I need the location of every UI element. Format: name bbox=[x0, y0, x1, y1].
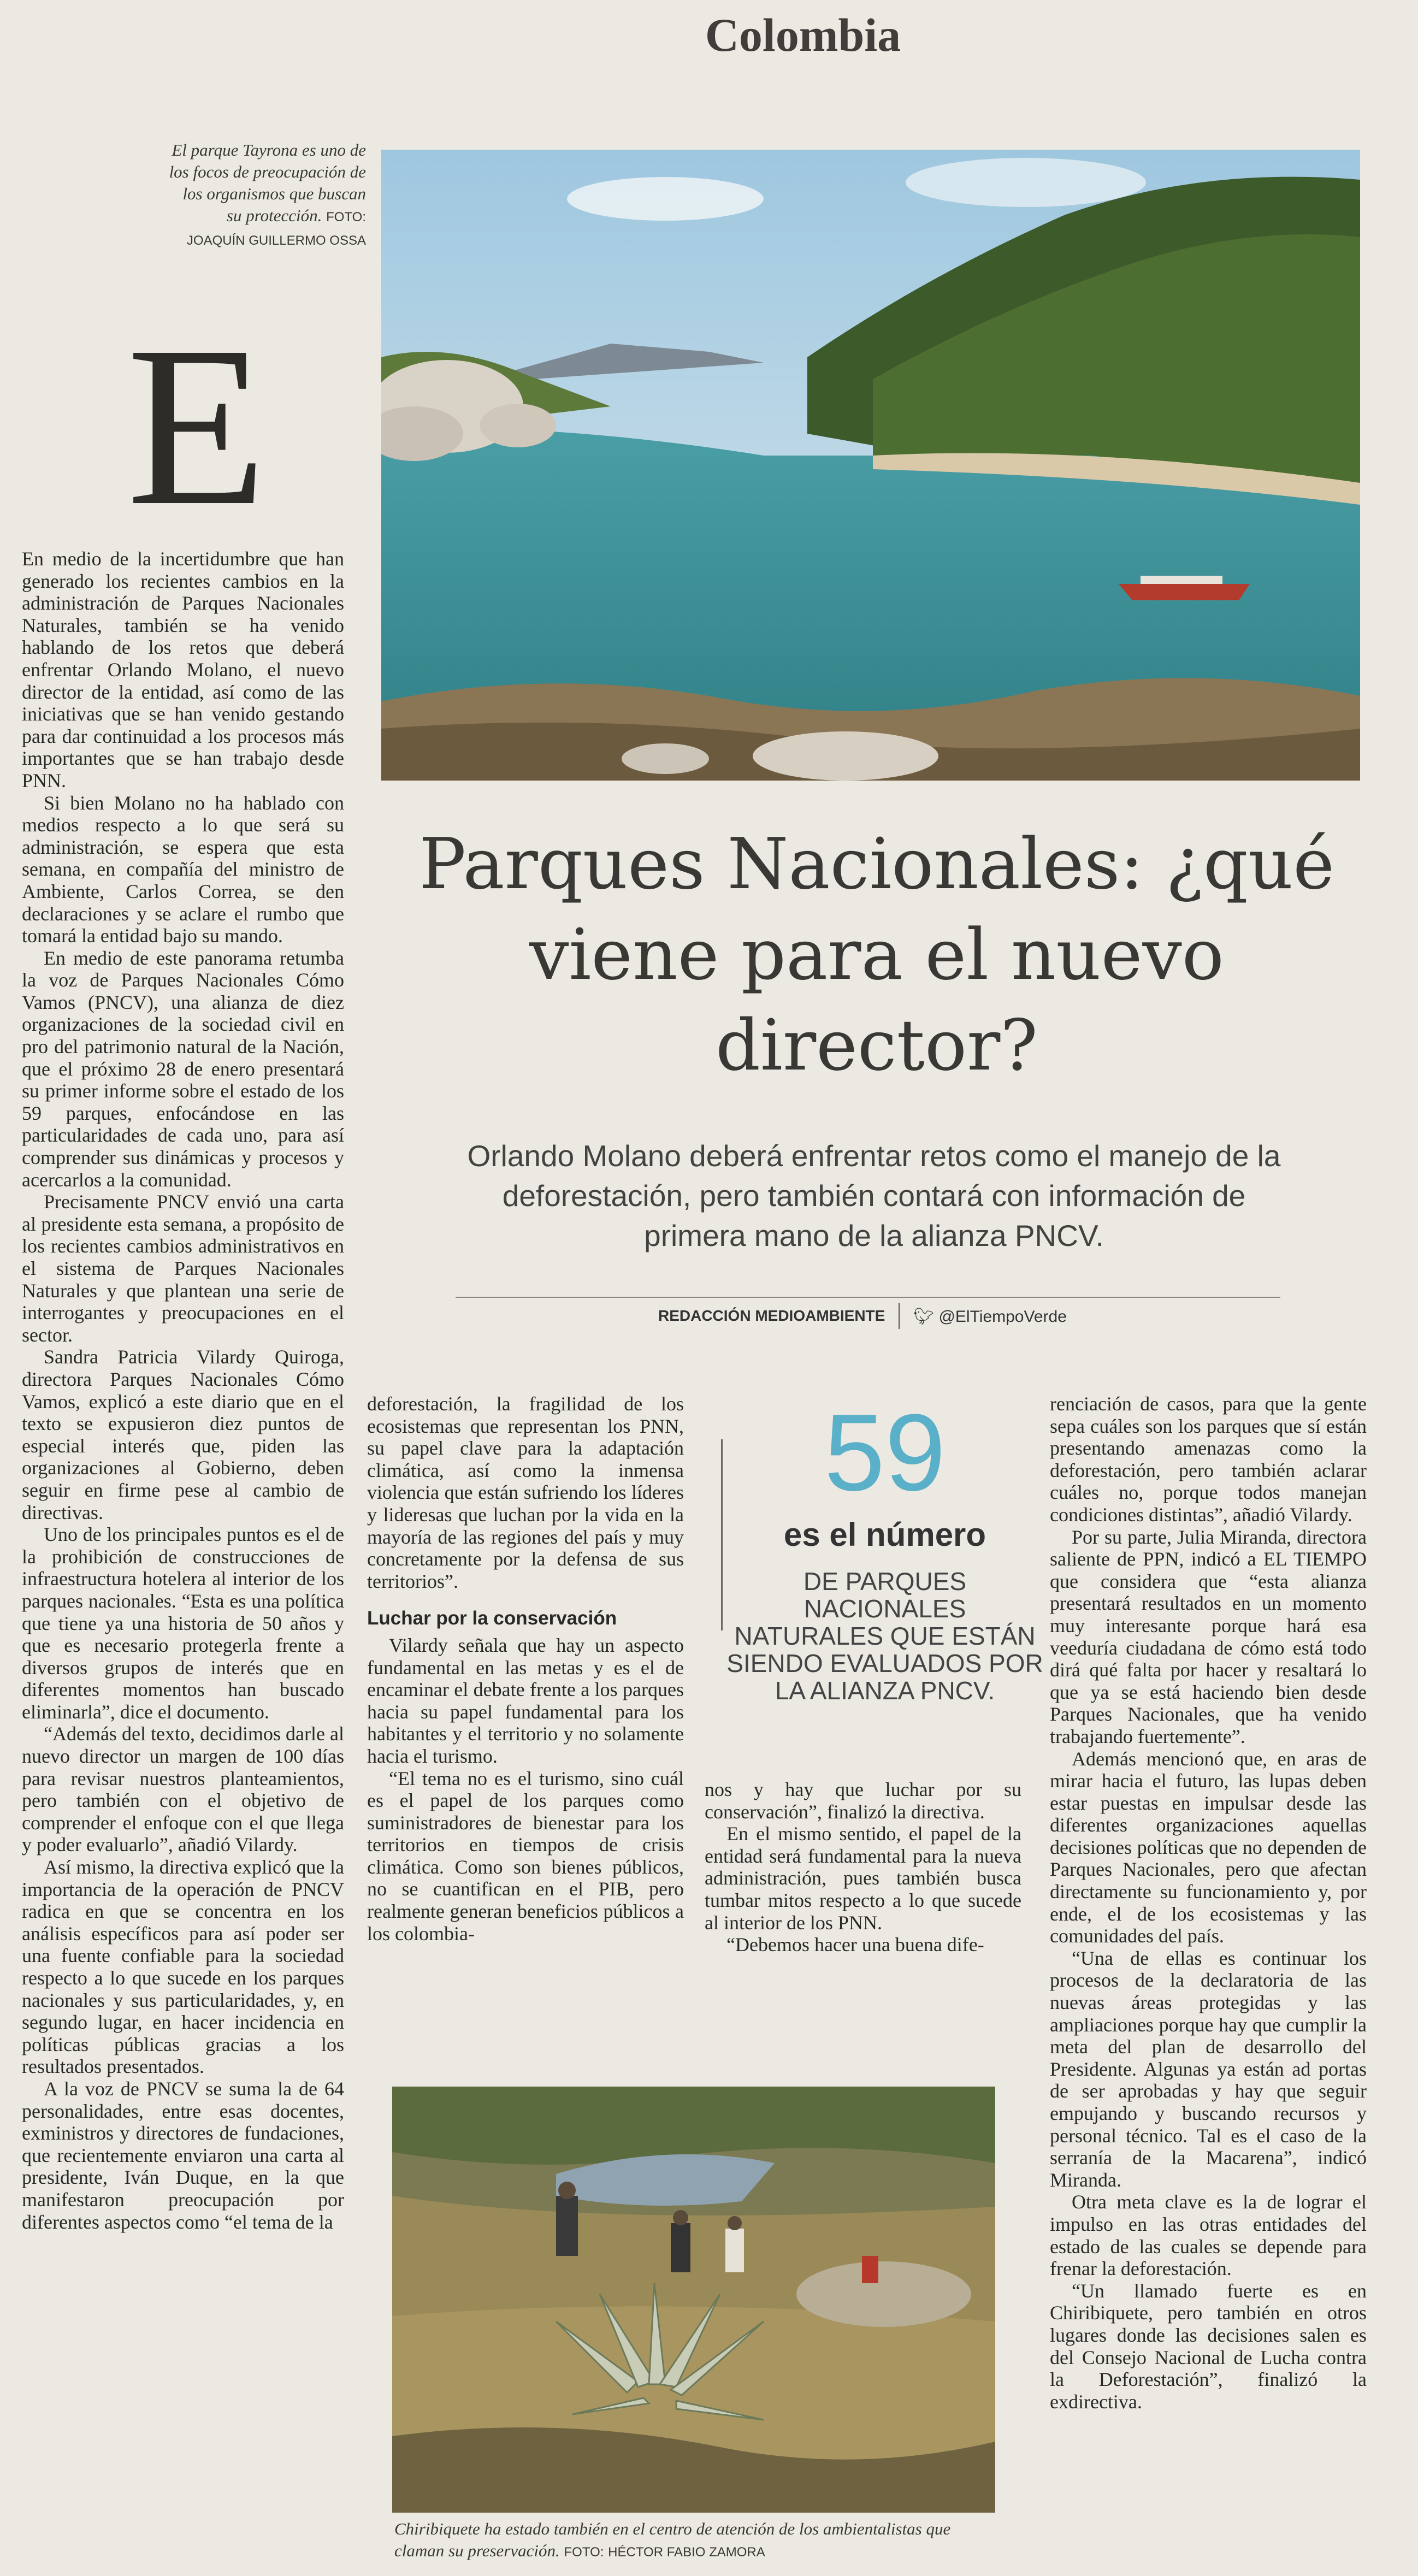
photo-chiribiquete-hikers bbox=[392, 2087, 995, 2513]
subhead: Luchar por la conservación bbox=[367, 1608, 617, 1629]
paragraph: renciación de casos, para que la gente sepa cuáles son los parques que sí están presentando amenazas como la deforestación, pero también aclarar cuáles no, porque todos manejan condiciones distintas”, añadió Vilardy. bbox=[1050, 1393, 1367, 1526]
paragraph: Sandra Patricia Vilardy Quiroga, directora Parques Nacionales Cómo Vamos, explicó a este diario que en el texto se expusieron diez puntos de especial interés que, piden las organizaciones al Gobierno, deben seguir en firme pese al cambio de directivas. bbox=[22, 1346, 344, 1523]
paragraph: “Debemos hacer una buena dife- bbox=[726, 1934, 984, 1956]
byline: REDACCIÓN MEDIOAMBIENTE bbox=[658, 1307, 885, 1324]
paragraph: Vilardy señala que hay un aspecto fundamental en las metas y es el de encaminar el debate frente a los parques hacia su papel fundamental para los habitantes y el territorio y no solamente hacia el turismo. bbox=[367, 1634, 684, 1767]
paragraph: “Además del texto, decidimos darle al nuevo director un margen de 100 días para revisar nuestros planteamientos, pero también con el objetivo de comprender el enfoque con el que llega y poder evaluarlo”, añadió Vilardy. bbox=[22, 1723, 344, 1856]
article-column-1 bbox=[22, 548, 344, 2233]
paragraph: Así mismo, la directiva explicó que la importancia de la operación de PNCV radica en que se concentra en los análisis específicos para así poder ser una fuente confiable para la sociedad respecto a lo que sucede en los parques nacionales y sus particularidades, y, en segundo lugar, en hacer incidencia en políticas públicas gracias a los resultados presentados. bbox=[22, 1856, 344, 2078]
article-column-3 bbox=[705, 1779, 1021, 1956]
paragraph: En el mismo sentido, el papel de la entidad será fundamental para la nueva administración, pues también busca tumbar mitos respecto a lo que sucede al interior de los PNN. bbox=[705, 1823, 1021, 1934]
caption-credit: HÉCTOR FABIO ZAMORA bbox=[608, 2545, 765, 2560]
twitter-handle-text: @ElTiempoVerde bbox=[938, 1308, 1067, 1326]
caption-text: Chiribiquete ha estado también en el centro de atención de los ambientalistas que claman su preservación. bbox=[394, 2519, 951, 2560]
twitter-bird-icon: 🐦︎ bbox=[913, 1308, 935, 1326]
drop-cap: E bbox=[127, 299, 267, 553]
stat-number: 59 bbox=[824, 1392, 946, 1514]
photo-caption-top bbox=[164, 139, 366, 252]
paragraph: Uno de los principales puntos es el de la prohibición de construcciones de infraestructura hotelera al interior de los parques nacionales. “Esta es una política que tiene ya una historia de 50 años y que es necesario protegerla frente a diversos grupos de interés que en diferentes momentos han buscado eliminarla”, dice el documento. bbox=[22, 1523, 344, 1723]
photo-tayrona-bay bbox=[381, 150, 1360, 781]
paragraph: “El tema no es el turismo, sino cuál es el papel de los parques como suministradores de bienestar para los territorios en tiempos de crisis climática. Como son bienes públicos, no se cuantifican en el PIB, pero realmente generan beneficios públicos a los colombia- bbox=[367, 1767, 684, 1945]
article-column-2 bbox=[367, 1393, 684, 1945]
stat-description: DE PARQUES NACIONALES NATURALES QUE ESTÁN SIENDO EVALUADOS POR LA ALIANZA PNCV. bbox=[726, 1567, 1043, 1705]
paragraph: En medio de la incertidumbre que han generado los recientes cambios en la administración de Parques Nacionales Naturales, también se ha venido hablando de los retos que deberá enfrentar Orlando Molano, el nuevo director de la entidad, así como de las iniciativas que se han venido gestando para dar continuidad a los procesos más importantes que se han trabajo desde PNN. bbox=[22, 548, 344, 791]
stat-box-rule bbox=[721, 1439, 723, 1630]
paragraph: Otra meta clave es la de lograr el impulso en las otras entidades del estado de las cuales se depende para frenar la deforestación. bbox=[1050, 2191, 1367, 2280]
stat-title: es el número bbox=[783, 1516, 986, 1553]
paragraph: Por su parte, Julia Miranda, directora saliente de PPN, indicó a EL TIEMPO que considera que “esta alianza presentará resultados en un momento muy interesante porque hará esa veeduría ciudadana de cómo está todo dirá qué falta por hacer y resaltará lo que ya se está haciendo bien desde Parques Nacionales, que ha venido trabajando fuertemente”. bbox=[1050, 1526, 1367, 1747]
photo-caption-bottom bbox=[394, 2518, 995, 2563]
byline-divider bbox=[456, 1297, 1280, 1298]
caption-credit-prefix: FOTO: bbox=[564, 2545, 604, 2560]
byline-separator bbox=[899, 1303, 900, 1329]
article-column-4 bbox=[1050, 1393, 1367, 2413]
caption-credit: JOAQUÍN GUILLERMO OSSA bbox=[186, 233, 366, 248]
deck-subtitle: Orlando Molano deberá enfrentar retos como el manejo de la deforestación, pero también contará con información de primera mano de la alianza PNCV. bbox=[467, 1139, 1281, 1252]
paragraph: Además mencionó que, en aras de mirar hacia el futuro, las lupas deben estar puestas en impulsar desde las diferentes organizaciones aquellas decisiones políticas que no dependen de Parques Nacionales, pero que afectan directamente su funcionamiento y, por ende, el de los ecosistemas y las comunidades del país. bbox=[1050, 1747, 1367, 1947]
paragraph: “Una de ellas es continuar los procesos de la declaratoria de las nuevas áreas protegidas y las ampliaciones porque hay que cumplir la meta del plan de desarrollo del Presidente. Algunas ya están ad portas de ser aprobadas y hay que seguir empujando y buscando recursos y personal técnico. Tal es el caso de la serranía de la Macarena”, indicó Miranda. bbox=[1050, 1947, 1367, 2191]
twitter-handle bbox=[913, 1307, 1067, 1326]
paragraph: Si bien Molano no ha hablado con medios respecto a lo que será su administración, se espera que esta semana, en compañía del ministro de Ambiente, Carlos Correa, se den declaraciones y se aclare el rumbo que tomará la entidad bajo su mando. bbox=[22, 791, 344, 947]
headline: Parques Nacionales: ¿qué viene para el nuevo director? bbox=[418, 824, 1335, 1086]
paragraph: En medio de este panorama retumba la voz de Parques Nacionales Cómo Vamos (PNCV), una alianza de diez organizaciones de la sociedad civil en pro del patrimonio natural de la Nación, que el próximo 28 de enero presentará su primer informe sobre el estado de los 59 parques, enfocándose en las particularidades de cada uno, para así comprender sus dinámicas y procesos y acercarlos a la comunidad. bbox=[22, 947, 344, 1191]
paragraph: A la voz de PNCV se suma la de 64 personalidades, entre esas docentes, exministros y directores de fundaciones, que recientemente enviaron una carta al presidente, Iván Duque, en la que manifestaron preocupación por diferentes aspectos como “el tema de la bbox=[22, 2077, 344, 2233]
paragraph: deforestación, la fragilidad de los ecosistemas que representan los PNN, su papel clave para la adaptación climática, así como la inmensa violencia que están sufriendo los líderes y lideresas que luchan por la vida en la mayoría de las regiones del país y muy concretamente por la defensa de sus territorios”. bbox=[367, 1393, 684, 1592]
paragraph: “Un llamado fuerte es en Chiribiquete, pero también en otros lugares donde las decisiones salen es del Consejo Nacional de Lucha contra la Deforestación”, finalizó la exdirectiva. bbox=[1050, 2279, 1367, 2413]
caption-text: El parque Tayrona es uno de los focos de preocupación de los organismos que buscan su protección. bbox=[169, 140, 366, 225]
paragraph: Precisamente PNCV envió una carta al presidente esta semana, a propósito de los recientes cambios administrativos en el sistema de Parques Nacionales Naturales y que plantean una serie de interrogantes y preocupaciones en el sector. bbox=[22, 1191, 344, 1346]
paragraph: nos y hay que luchar por su conservación”, finalizó la directiva. bbox=[705, 1779, 1021, 1823]
caption-credit-prefix: FOTO: bbox=[326, 210, 366, 224]
section-title: Colombia bbox=[705, 9, 901, 61]
